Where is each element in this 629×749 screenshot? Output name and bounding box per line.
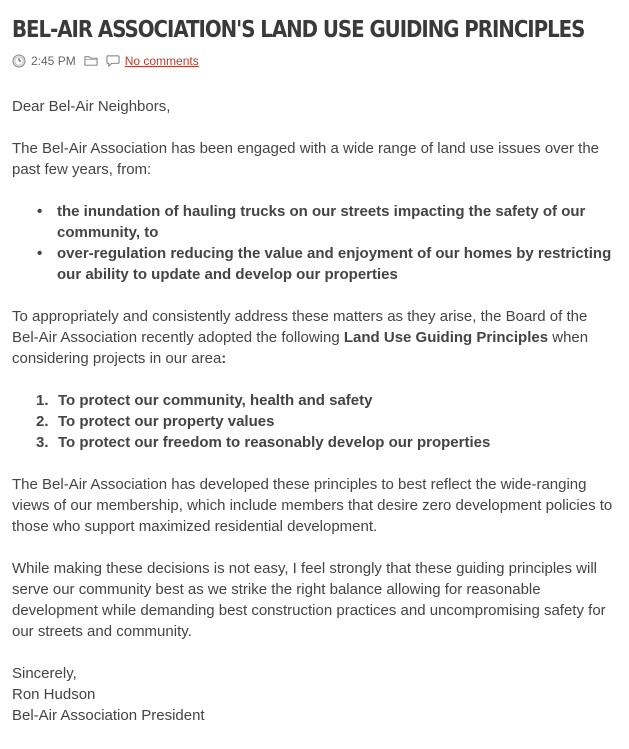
guiding-principles-emphasis: Land Use Guiding Principles (343, 329, 549, 346)
intro-paragraph: The Bel-Air Association has been engaged with a wide range of land use issues over the past few years, from: (12, 140, 600, 178)
author-name: Ron Hudson (12, 686, 96, 703)
author-role: Bel-Air Association President (12, 707, 205, 724)
blog-post (12, 14, 617, 726)
folder-icon (84, 54, 98, 68)
list-item: 1. To protect our community, health and safety (36, 392, 373, 409)
closing: Sincerely, (12, 665, 77, 682)
membership-paragraph: The Bel-Air Association has developed these principles to best reflect the wide-ranging views of our membership, which include members that desire zero development policies to those who support maximized residential development. (12, 476, 613, 535)
signature-block (12, 663, 617, 726)
list-item: • the inundation of hauling trucks on our streets impacting the safety of our community, to (12, 201, 617, 243)
clock-icon (12, 54, 26, 68)
issues-list (12, 201, 617, 285)
decisions-paragraph: While making these decisions is not easy, I feel strongly that these guiding principles will serve our community best as we strike the right balance allowing for reasonable development while demanding best construction practices and uncompromising safety for our streets and community. (12, 560, 606, 640)
post-title: BEL-AIR ASSOCIATION'S LAND USE GUIDING PRINCIPLES (12, 17, 585, 43)
adoption-paragraph: To appropriately and consistently address these matters as they arise, the Board of the Bel-Air Association recently adopted the following Land Use Guiding Principles when considering projects in our area: (12, 308, 589, 367)
post-time: 2:45 PM (31, 54, 76, 68)
post-meta (12, 52, 617, 70)
list-item: 2. To protect our property values (36, 413, 275, 430)
greeting: Dear Bel-Air Neighbors, (12, 98, 171, 115)
no-comments-link[interactable]: No comments (124, 54, 199, 68)
list-item: • over-regulation reducing the value and enjoyment of our homes by restricting our ability to update and develop our properties (12, 243, 617, 285)
comment-icon (106, 54, 120, 68)
principles-list (12, 390, 617, 453)
post-content (12, 96, 617, 726)
list-item: 3. To protect our freedom to reasonably develop our properties (36, 434, 491, 451)
